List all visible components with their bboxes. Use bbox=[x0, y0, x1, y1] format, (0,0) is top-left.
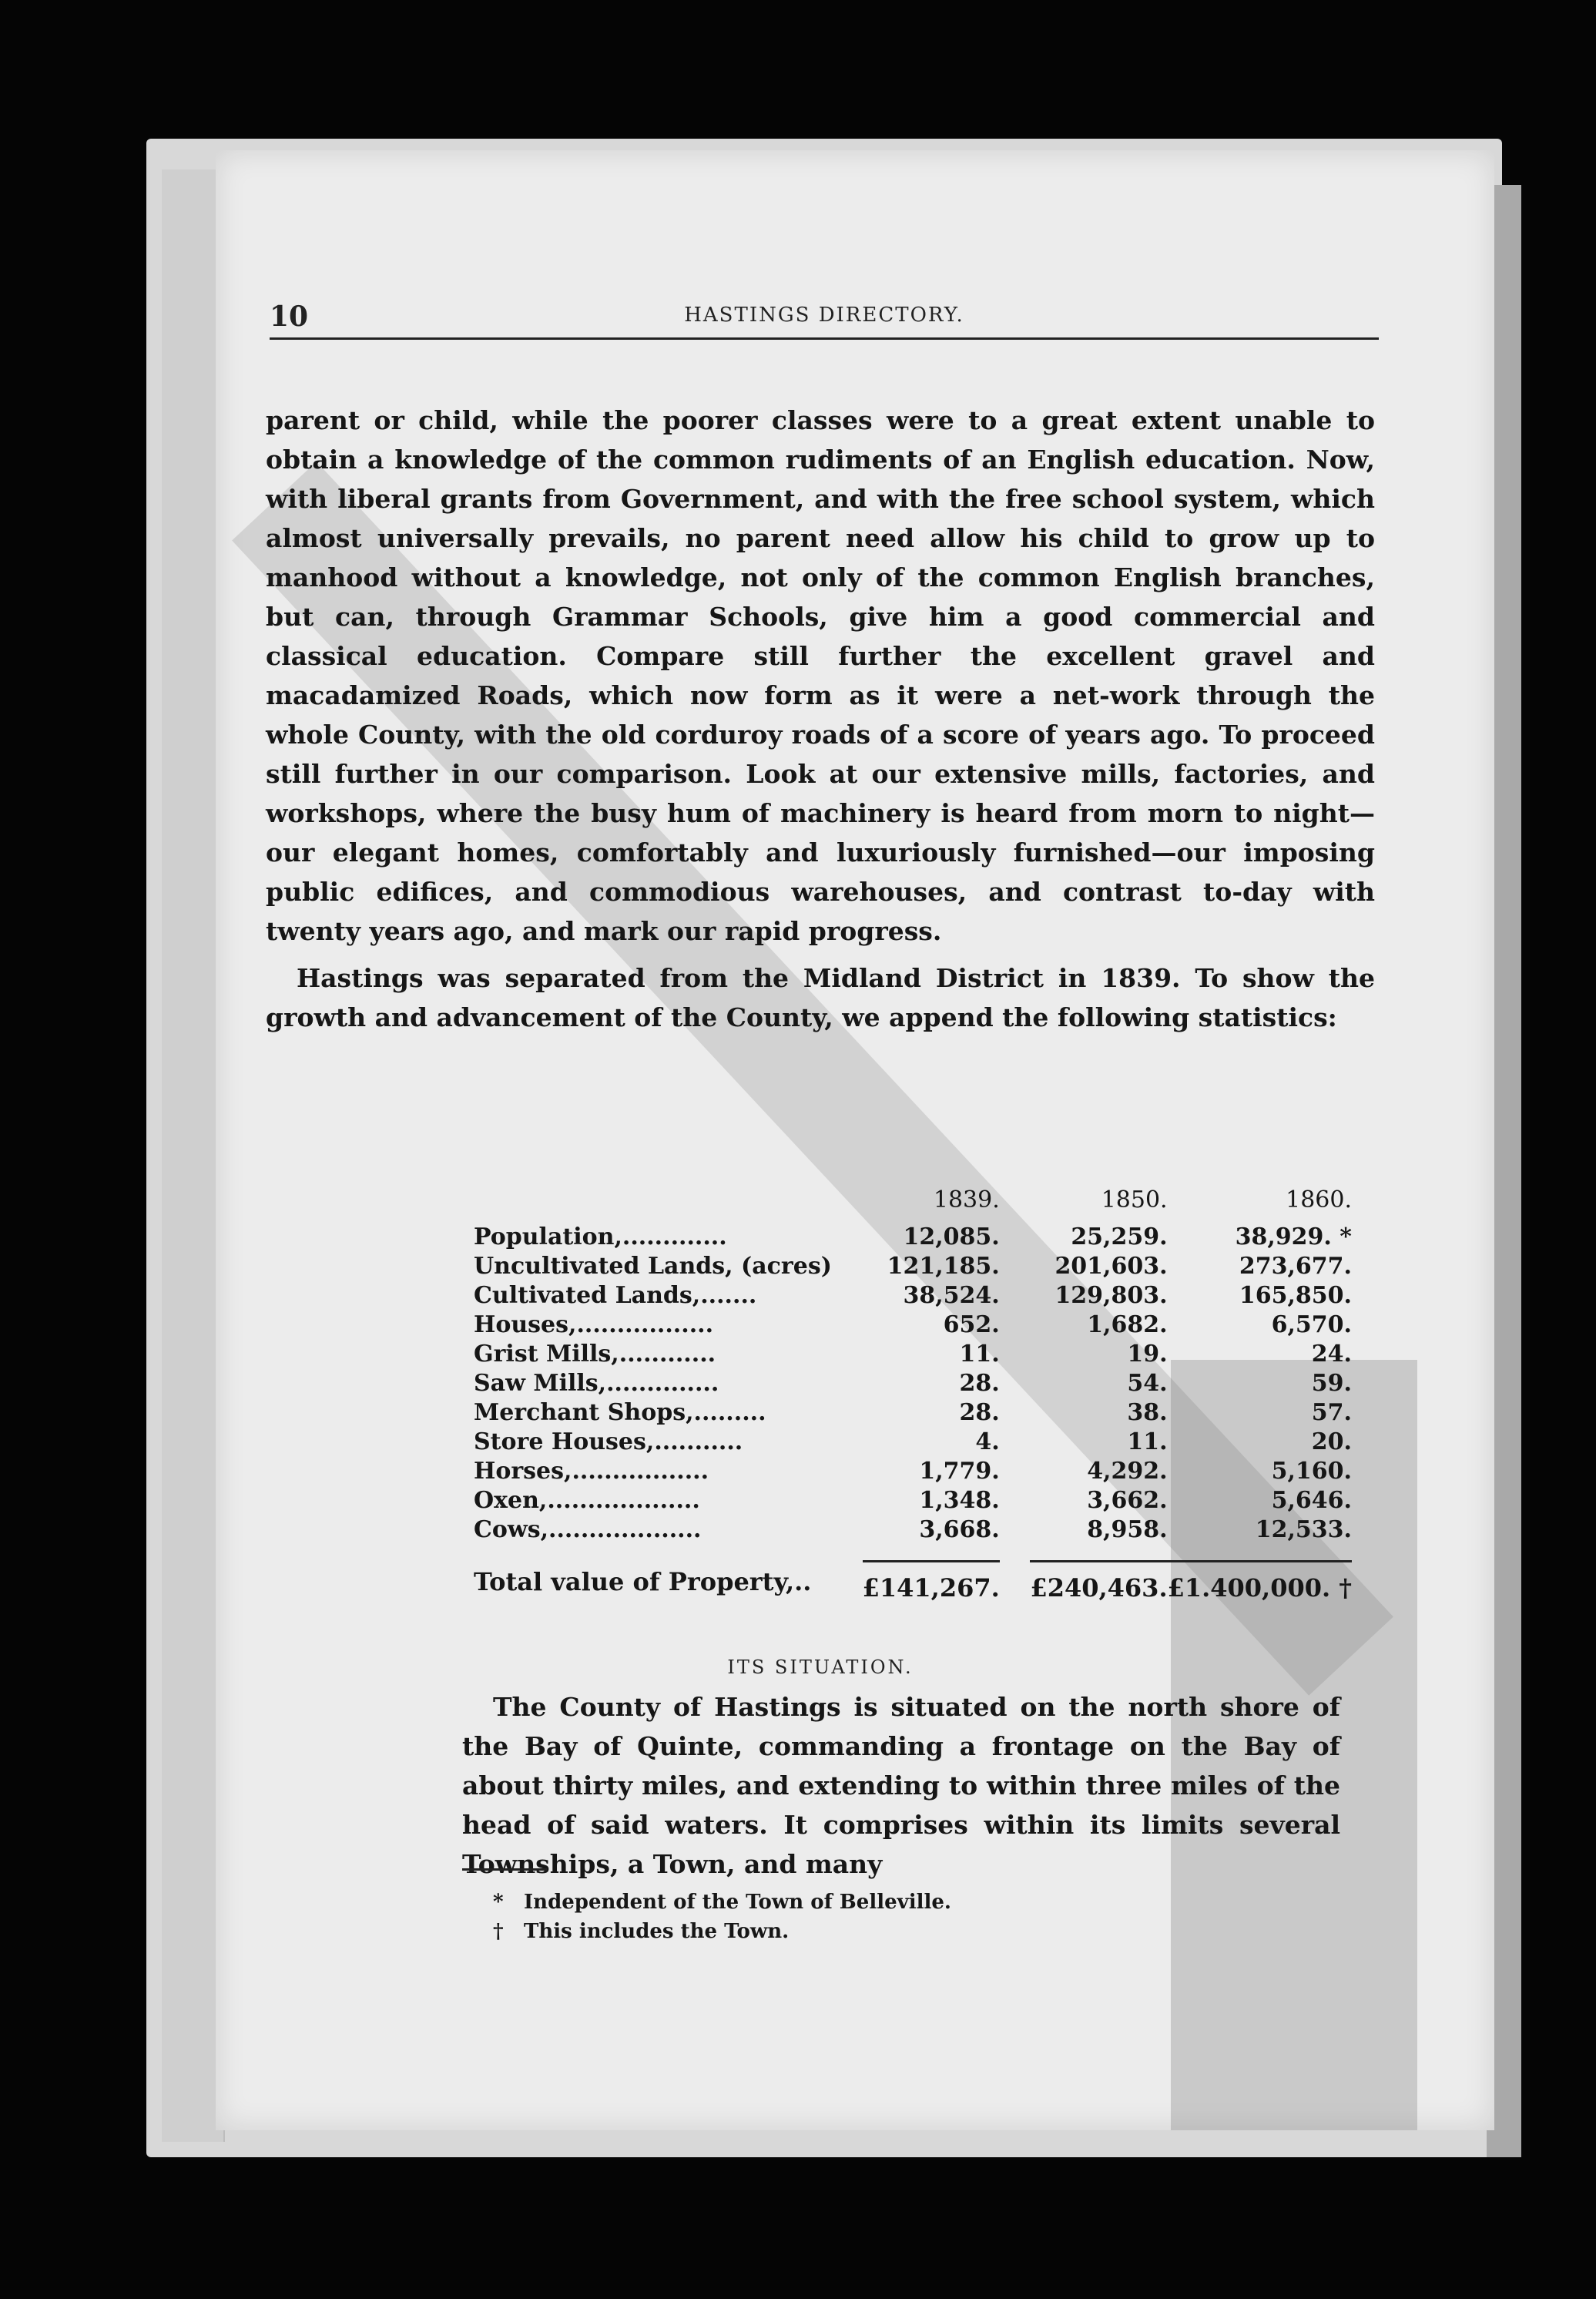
row-label: Saw Mills,.............. bbox=[474, 1370, 719, 1397]
row-value: 38,524. bbox=[903, 1282, 1000, 1309]
row-label: Uncultivated Lands, (acres) bbox=[474, 1253, 832, 1280]
row-value: 11. bbox=[959, 1341, 1000, 1368]
row-value: 8,958. bbox=[1087, 1516, 1168, 1543]
total-value bbox=[1168, 1545, 1352, 1603]
row-label: Population,............. bbox=[474, 1223, 727, 1250]
table-body bbox=[474, 1223, 1352, 1545]
footnote-2 bbox=[493, 1917, 1109, 1946]
statistics-table bbox=[474, 1186, 1352, 1603]
table-row bbox=[474, 1369, 1352, 1398]
row-value: 4. bbox=[975, 1428, 1000, 1455]
footnote-rule bbox=[462, 1868, 547, 1871]
total-value-text: £1.400,000. † bbox=[1168, 1560, 1352, 1603]
row-value: 3,668. bbox=[919, 1516, 1000, 1543]
total-value bbox=[1000, 1545, 1168, 1603]
footnote-mark: * bbox=[493, 1891, 504, 1914]
row-value: 273,677. bbox=[1239, 1253, 1352, 1280]
row-value: 5,160. bbox=[1271, 1458, 1352, 1485]
row-label: Cultivated Lands,....... bbox=[474, 1282, 757, 1309]
section-paragraph: The County of Hastings is situated on the north shore of the Bay of Quinte, commanding a frontage on the Bay of about thirty miles, and extending to within three miles of the head of said waters. It comprises within its limits several Townships, a Town, and many bbox=[462, 1692, 1340, 1879]
body-text bbox=[266, 401, 1375, 1045]
row-label: Houses,................. bbox=[474, 1311, 714, 1338]
row-value: 57. bbox=[1311, 1399, 1352, 1426]
total-value bbox=[832, 1545, 1000, 1603]
table-row bbox=[474, 1281, 1352, 1311]
total-row bbox=[474, 1545, 1352, 1603]
row-value: 3,662. bbox=[1087, 1487, 1168, 1514]
row-label: Merchant Shops,......... bbox=[474, 1399, 766, 1426]
table-row bbox=[474, 1223, 1352, 1252]
row-value: 12,085. bbox=[903, 1223, 1000, 1250]
table-header-row bbox=[474, 1186, 1352, 1223]
table-row bbox=[474, 1428, 1352, 1457]
footnote-text: Independent of the Town of Belleville. bbox=[524, 1891, 951, 1914]
row-label: Oxen,................... bbox=[474, 1487, 700, 1514]
year-header: 1839. bbox=[933, 1186, 1000, 1213]
total-value-text: £240,463. bbox=[1030, 1560, 1167, 1603]
row-value: 19. bbox=[1127, 1341, 1168, 1368]
row-value: 1,348. bbox=[919, 1487, 1000, 1514]
row-value: 5,646. bbox=[1271, 1487, 1352, 1514]
table-row bbox=[474, 1515, 1352, 1545]
row-value: 54. bbox=[1127, 1370, 1168, 1397]
paragraph-1: parent or child, while the poorer classes were to a great extent unable to obtain a knowledge of the common rudiments of an English education. Now, with liberal grants from Government, and with the free school system, which almost universally prevails, no parent need allow his child to grow up to manhood without a knowledge, not only of the common English branches, but can, through Grammar Schools, give him a good commercial and classical education. Compare still further the excellent gravel and macadamized Roads, which now form as it were a net-work through the whole County, with the old corduroy roads of a score of years ago. To proceed still further in our comparison. Look at our extensive mills, factories, and workshops, where the busy hum of machinery is heard from morn to night—our elegant homes, comfortably and luxuriously furnished—our imposing public edifices, and commodious warehouses, and contrast to-day with twenty years ago, and mark our rapid progress. bbox=[266, 405, 1375, 946]
row-value: 38,929. * bbox=[1235, 1223, 1352, 1250]
table-row bbox=[474, 1340, 1352, 1369]
row-value: 201,603. bbox=[1054, 1253, 1168, 1280]
running-header bbox=[270, 300, 1379, 340]
paragraph-2: Hastings was separated from the Midland District in 1839. To show the growth and advancement of the County, we append the following statistics: bbox=[266, 963, 1375, 1032]
table-row bbox=[474, 1398, 1352, 1428]
section-heading: ITS SITUATION. bbox=[727, 1656, 914, 1678]
row-label: Horses,................. bbox=[474, 1458, 709, 1485]
table-header-blank bbox=[474, 1186, 832, 1223]
footnote-text: This includes the Town. bbox=[524, 1920, 790, 1943]
table-row bbox=[474, 1457, 1352, 1486]
row-value: 28. bbox=[959, 1399, 1000, 1426]
row-value: 38. bbox=[1127, 1399, 1168, 1426]
row-value: 6,570. bbox=[1271, 1311, 1352, 1338]
footnote-1 bbox=[493, 1888, 1109, 1917]
row-value: 20. bbox=[1311, 1428, 1352, 1455]
row-label: Store Houses,........... bbox=[474, 1428, 743, 1455]
row-label: Cows,................... bbox=[474, 1516, 702, 1543]
footnotes bbox=[493, 1888, 1109, 1946]
row-value: 1,779. bbox=[919, 1458, 1000, 1485]
table-row bbox=[474, 1252, 1352, 1281]
page-number: 10 bbox=[270, 300, 309, 333]
row-value: 28. bbox=[959, 1370, 1000, 1397]
row-value: 121,185. bbox=[887, 1253, 1000, 1280]
row-value: 11. bbox=[1127, 1428, 1168, 1455]
running-title: HASTINGS DIRECTORY. bbox=[684, 304, 964, 327]
row-value: 652. bbox=[943, 1311, 1000, 1338]
total-value-text: £141,267. bbox=[863, 1560, 1000, 1603]
table-row bbox=[474, 1311, 1352, 1340]
year-header: 1860. bbox=[1286, 1186, 1352, 1213]
row-value: 4,292. bbox=[1087, 1458, 1168, 1485]
row-label: Grist Mills,............ bbox=[474, 1341, 716, 1368]
row-value: 1,682. bbox=[1087, 1311, 1168, 1338]
year-header: 1850. bbox=[1101, 1186, 1168, 1213]
table-row bbox=[474, 1486, 1352, 1515]
row-value: 12,533. bbox=[1255, 1516, 1352, 1543]
row-value: 25,259. bbox=[1071, 1223, 1168, 1250]
row-value: 129,803. bbox=[1054, 1282, 1168, 1309]
total-label: Total value of Property,.. bbox=[474, 1566, 812, 1596]
row-value: 165,850. bbox=[1239, 1282, 1352, 1309]
row-value: 59. bbox=[1311, 1370, 1352, 1397]
row-value: 24. bbox=[1311, 1341, 1352, 1368]
footnote-mark: † bbox=[493, 1920, 504, 1943]
